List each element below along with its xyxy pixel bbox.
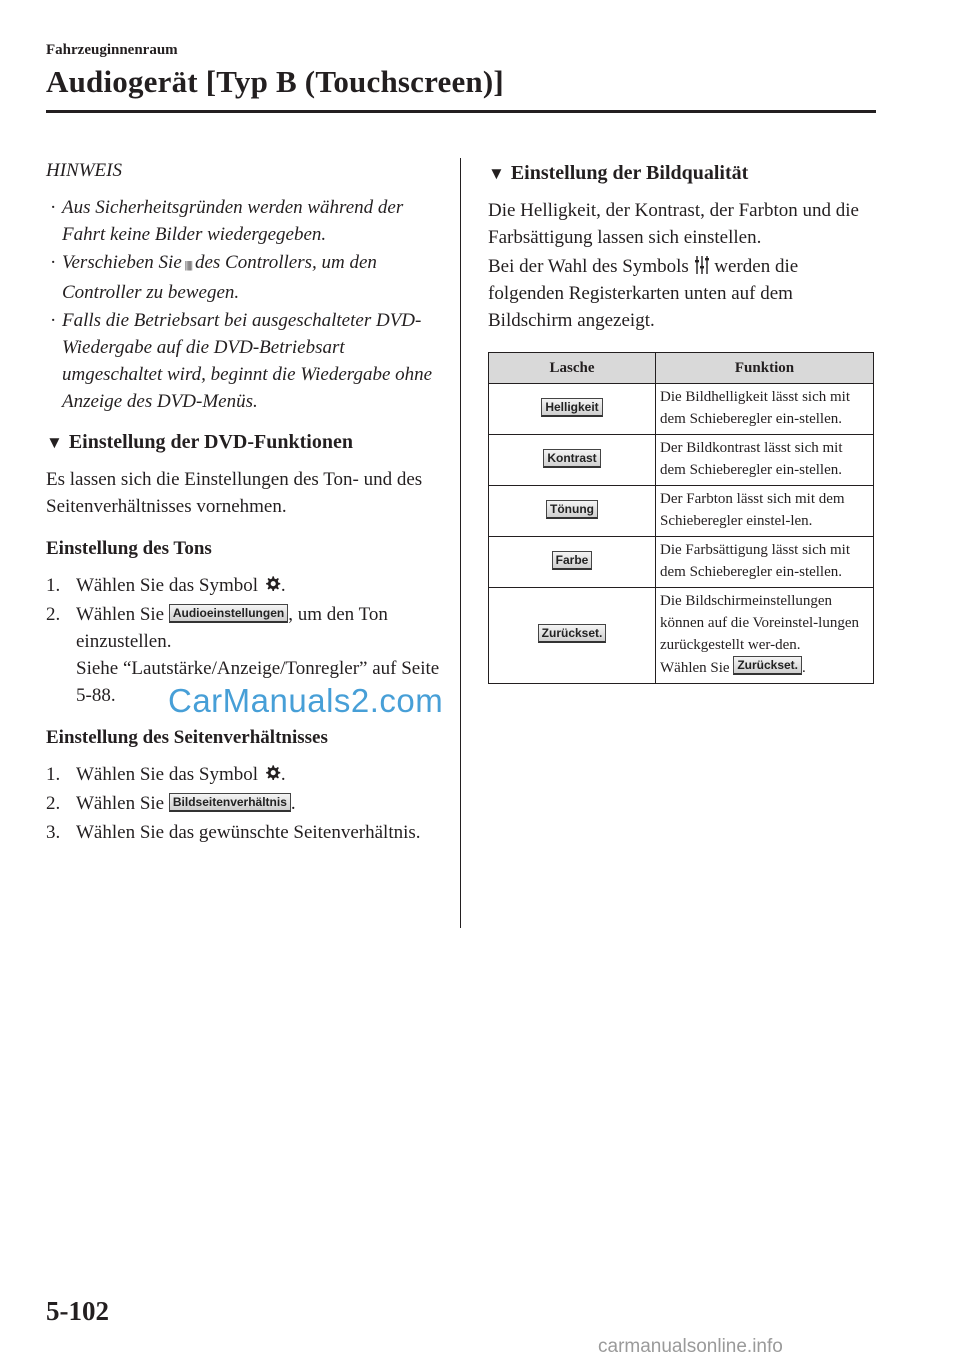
step-number: 1. — [46, 575, 61, 596]
table-row — [489, 537, 874, 588]
tab-cell — [489, 486, 656, 537]
step-end: . — [280, 575, 286, 596]
helligkeit-tab-button: Helligkeit — [541, 398, 602, 417]
note-text: Falls die Betriebsart bei ausgeschalteter DVD-Wiedergabe auf die DVD-Betriebsart umgeschaltet wird, beginnt die Wiedergabe ohne Anzeige des DVD-Menüs. — [62, 310, 433, 412]
tab-cell — [489, 588, 656, 684]
step-number: 3. — [46, 822, 61, 843]
bullet-icon: · — [50, 252, 57, 273]
note-item — [46, 307, 446, 415]
section-label: Fahrzeuginnenraum — [46, 42, 178, 58]
function-cell — [656, 588, 874, 684]
aspect-steps — [46, 761, 446, 846]
bullet-icon: · — [50, 310, 57, 331]
image-symbol-text — [488, 253, 878, 334]
tab-cell — [489, 435, 656, 486]
zurueckset-inline-button: Zurückset. — [733, 656, 802, 675]
function-cell: Die Farbsättigung lässt sich mit dem Schieberegler ein-stellen. — [656, 537, 874, 588]
zurueckset-tab-button: Zurückset. — [538, 624, 607, 643]
step — [46, 761, 446, 788]
page-title: Audiogerät [Typ B (Touchscreen)] — [46, 64, 504, 99]
step-text: Wählen Sie das Symbol — [76, 764, 259, 785]
dvd-heading — [46, 431, 446, 454]
toenung-tab-button: Tönung — [546, 500, 598, 519]
note-text: Aus Sicherheitsgründen werden während der Fahrt keine Bilder wiedergegeben. — [62, 197, 404, 245]
table-header-row — [489, 353, 874, 384]
symbol-text: werden die folgenden Registerkarten unten auf dem Bildschirm angezeigt. — [488, 256, 799, 331]
column-header-lasche: Lasche — [489, 353, 656, 384]
dvd-heading-text: Einstellung der DVD-Funktionen — [68, 431, 353, 453]
kontrast-tab-button: Kontrast — [543, 449, 600, 468]
function-cell: Der Bildkontrast lässt sich mit dem Schieberegler ein-stellen. — [656, 435, 874, 486]
table-row — [489, 435, 874, 486]
site-watermark: carmanualsonline.info — [598, 1336, 783, 1357]
page-number: 5-102 — [46, 1296, 109, 1326]
equalizer-icon — [694, 255, 710, 275]
step-end: . — [280, 764, 286, 785]
note-heading: HINWEIS — [46, 160, 122, 181]
step-text: , um den Ton einzustellen. — [76, 604, 388, 652]
audioeinstellungen-button: Audioeinstellungen — [169, 604, 288, 623]
function-text: Die Bildschirmeinstellungen können auf die Voreinstel-lungen zurückgestellt wer-den. — [660, 593, 859, 653]
touchpad-icon: |||||| — [184, 259, 192, 271]
table-row — [489, 384, 874, 435]
tab-cell — [489, 384, 656, 435]
table-row — [489, 486, 874, 537]
farbe-tab-button: Farbe — [552, 551, 593, 570]
step-text: Wählen Sie das Symbol — [76, 575, 259, 596]
note-text: des Controllers, um den Controller zu bewegen. — [62, 252, 377, 303]
watermark: CarManuals2.com — [168, 682, 444, 719]
function-cell: Der Farbton lässt sich mit dem Schieberegler einstel-len. — [656, 486, 874, 537]
function-cell: Die Bildhelligkeit lässt sich mit dem Schieberegler ein-stellen. — [656, 384, 874, 435]
note-item — [46, 194, 446, 248]
aspect-heading: Einstellung des Seitenverhältnisses — [46, 727, 328, 748]
note-list — [46, 194, 446, 415]
note-item — [46, 249, 446, 306]
tab-cell — [489, 537, 656, 588]
step-end: . — [290, 793, 296, 814]
table-row — [489, 588, 874, 684]
image-heading-text: Einstellung der Bildqualität — [510, 162, 749, 184]
step-number: 1. — [46, 764, 61, 785]
image-intro: Die Helligkeit, der Kontrast, der Farbton und die Farbsättigung lassen sich einstellen. — [488, 200, 859, 248]
symbol-text: Bei der Wahl des Symbols — [488, 256, 689, 277]
dvd-intro: Es lassen sich die Einstellungen des Ton- und des Seitenverhältnisses vornehmen. — [46, 469, 423, 517]
right-column — [488, 160, 878, 684]
function-text: Wählen Sie — [660, 660, 730, 676]
triangle-down-icon: ▼ — [488, 164, 505, 183]
cross-reference: Siehe “Lautstärke/Anzeige/Tonregler” auf Seite 5-88. — [76, 658, 440, 706]
bildseitenverhaeltnis-button: Bildseitenverhältnis — [169, 793, 291, 812]
column-divider — [460, 158, 461, 928]
tone-heading: Einstellung des Tons — [46, 538, 212, 559]
step-number: 2. — [46, 793, 61, 814]
image-settings-table — [488, 352, 874, 684]
bullet-icon: · — [50, 197, 57, 218]
note-text: Verschieben Sie — [62, 252, 182, 273]
gear-icon — [264, 575, 281, 592]
step-text: Wählen Sie — [76, 793, 165, 814]
title-rule — [46, 110, 876, 113]
triangle-down-icon: ▼ — [46, 433, 63, 452]
function-end: . — [802, 660, 806, 676]
column-header-funktion: Funktion — [656, 353, 874, 384]
image-quality-heading — [488, 162, 878, 185]
gear-icon — [264, 764, 281, 781]
step-number: 2. — [46, 604, 61, 625]
step — [46, 819, 446, 846]
step-text: Wählen Sie — [76, 604, 165, 625]
left-column — [46, 160, 446, 848]
step — [46, 790, 446, 817]
step-text: Wählen Sie das gewünschte Seitenverhältnis. — [76, 822, 421, 843]
step — [46, 572, 446, 599]
